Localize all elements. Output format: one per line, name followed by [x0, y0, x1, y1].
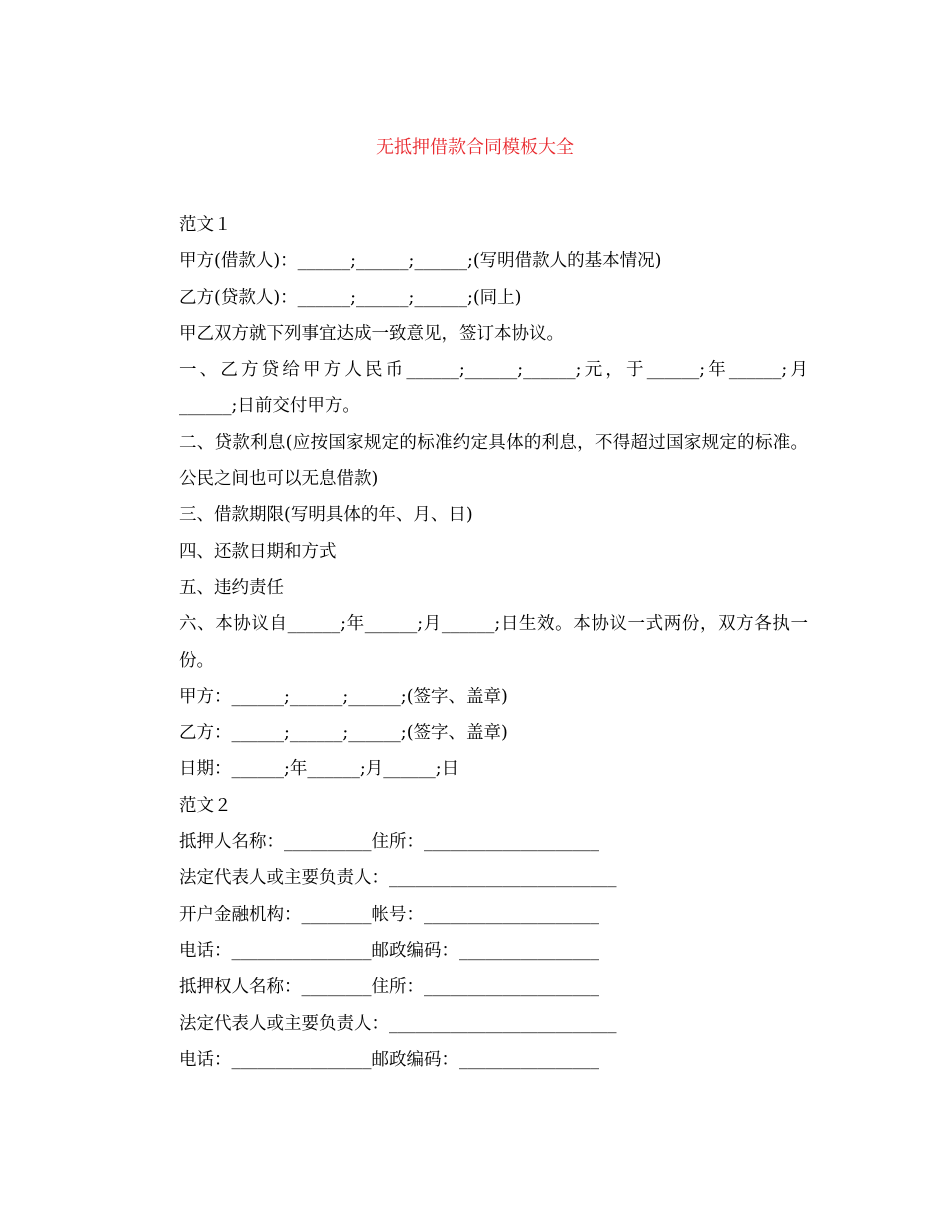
document-line: 范文１ [179, 215, 232, 235]
document-line: 甲乙双方就下列事宜达成一致意见，签订本协议。 [179, 323, 564, 344]
document-title: 无抵押借款合同模板大全 [376, 137, 574, 158]
document-line: 四、还款日期和方式 [179, 541, 337, 562]
document-line: 五、违约责任 [179, 577, 284, 598]
document-line: 一、乙方贷给甲方人民币______;______;______;元，于______;年______;月______;日前交付甲方。 [179, 360, 808, 417]
document-line: 甲方：______;______;______;(签字、盖章) [179, 686, 508, 707]
document-line: 三、借款期限(写明具体的年、月、日) [179, 505, 473, 526]
document-line: 电话：________________邮政编码：________________ [179, 940, 599, 961]
document-line: 抵押人名称：__________住所：____________________ [179, 832, 599, 853]
document-line: 抵押权人名称：________住所：____________________ [179, 977, 599, 998]
document-line: 法定代表人或主要负责人：__________________________ [179, 868, 617, 889]
document-body [144, 207, 808, 1078]
document-line: 法定代表人或主要负责人：__________________________ [179, 1013, 617, 1034]
document-line: 范文２ [179, 795, 232, 816]
document-line: 乙方(贷款人)：______;______;______;(同上) [179, 287, 522, 308]
document-line: 二、贷款利息(应按国家规定的标准约定具体的利息，不得超过国家规定的标准。公民之间也可以无息借款) [179, 432, 808, 490]
document-line: 甲方(借款人)：______;______;______;(写明借款人的基本情况) [179, 251, 662, 272]
document-line: 乙方：______;______;______;(签字、盖章) [179, 723, 508, 744]
document-line: 开户金融机构：________帐号：____________________ [179, 904, 599, 925]
document-line: 六、本协议自______;年______;月______;日生效。本协议一式两份，双方各执一份。 [179, 614, 808, 671]
document-line: 电话：________________邮政编码：________________ [179, 1049, 599, 1070]
document-line: 日期：______;年______;月______;日 [179, 759, 460, 780]
